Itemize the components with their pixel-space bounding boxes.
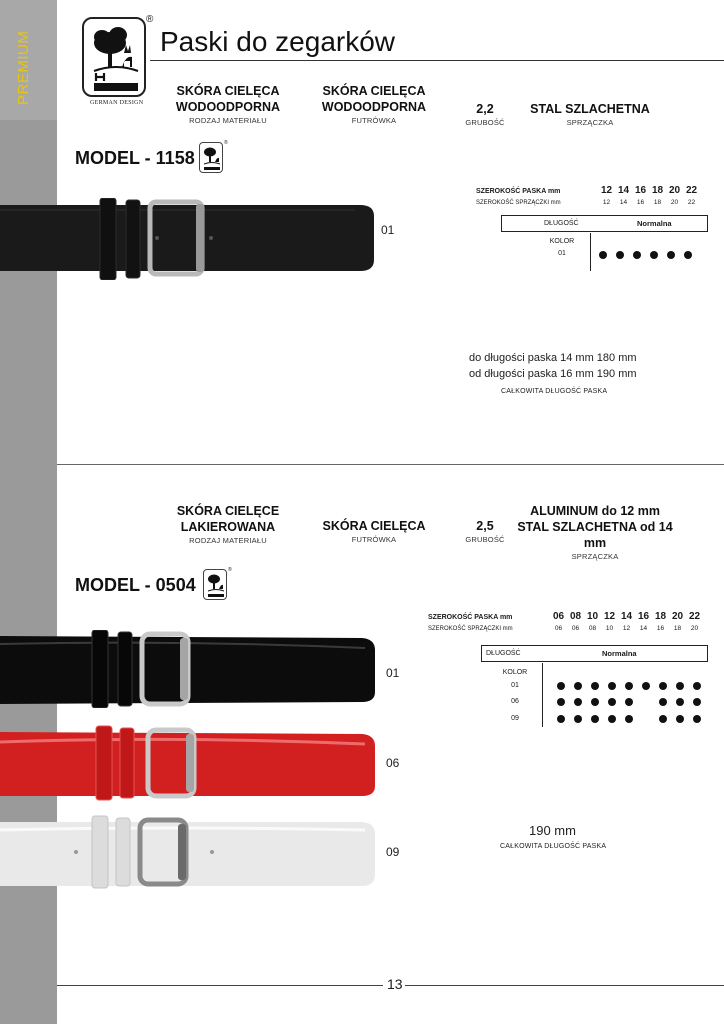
availability-dot: [667, 251, 675, 259]
strap-image-01: [0, 630, 376, 708]
buckle-width-row: SZEROKOŚĆ SPRZĄCZKI mm 12 14 16 18 20 22: [476, 199, 696, 206]
availability-dot: [659, 682, 667, 690]
strap-image-09: [0, 814, 376, 890]
availability-dot: [693, 682, 701, 690]
length-caption: CAŁKOWITA DŁUGOŚĆ PASKA: [501, 388, 608, 395]
availability-dot: [557, 682, 565, 690]
variant-code: 01: [381, 223, 395, 237]
attr-thickness: 2,5 GRUBOŚĆ: [465, 519, 505, 544]
availability-dot: [625, 715, 633, 723]
length-note: do długości paska 14 mm 180 mm: [469, 352, 637, 364]
attr-buckle: ALUMINUM do 12 mm STAL SZLACHETNA od 14 mm SPRZĄCZKA: [517, 504, 673, 561]
section-separator: [57, 464, 724, 465]
availability-dot: [650, 251, 658, 259]
strap-width-row: SZEROKOŚĆ PASKA mm 06 08 10 12 14 16 18 20 22: [428, 611, 701, 622]
availability-dot: [616, 251, 624, 259]
availability-dot: [676, 698, 684, 706]
attr-thickness: 2,2 GRUBOŚĆ: [465, 102, 505, 127]
length-note: od długości paska 16 mm 190 mm: [469, 368, 637, 380]
availability-dot: [574, 715, 582, 723]
strap-image-06: [0, 724, 376, 802]
strap-image-01: [0, 198, 376, 280]
length-box: DŁUGOŚĆ Normalna: [501, 215, 708, 232]
color-code: 09: [511, 715, 519, 722]
availability-dot: [693, 715, 701, 723]
availability-dot: [557, 698, 565, 706]
availability-dot: [557, 715, 565, 723]
table-divider: [590, 233, 591, 271]
availability-dot: [591, 698, 599, 706]
availability-dot: [608, 698, 616, 706]
availability-dot: [659, 698, 667, 706]
buckle-width-row: SZEROKOŚĆ SPRZĄCZKI mm 06 06 08 10 12 14 16 18 20: [428, 625, 699, 632]
length-caption: CAŁKOWITA DŁUGOŚĆ PASKA: [500, 843, 607, 850]
registered-mark: ®: [224, 140, 228, 146]
tree-deer-icon: [88, 23, 144, 93]
availability-dot: [633, 251, 641, 259]
footer-rule-right: [405, 985, 724, 986]
availability-dot: [574, 682, 582, 690]
availability-dot: [676, 682, 684, 690]
color-code: 06: [511, 698, 519, 705]
variant-code: 09: [386, 845, 400, 859]
premium-label: PREMIUM: [15, 30, 32, 105]
length-note: 190 mm: [529, 823, 576, 838]
availability-dot: [591, 715, 599, 723]
availability-dot: [659, 715, 667, 723]
registered-mark: ®: [228, 567, 232, 573]
color-label: KOLOR: [502, 669, 528, 676]
availability-dot: [625, 698, 633, 706]
model-title: MODEL - 1158: [75, 148, 195, 168]
variant-code: 01: [386, 666, 400, 680]
horido-mini-logo: [199, 142, 223, 173]
horido-mini-logo: [203, 569, 227, 600]
availability-dot: [693, 698, 701, 706]
availability-dot: [684, 251, 692, 259]
table-divider: [542, 663, 543, 727]
availability-dot: [642, 682, 650, 690]
availability-dot: [676, 715, 684, 723]
length-box: DŁUGOŚĆ Normalna: [481, 645, 708, 662]
color-label: KOLOR: [549, 238, 575, 245]
page-number: 13: [387, 976, 403, 992]
variant-code: 06: [386, 756, 400, 770]
attr-lining: SKÓRA CIELĘCA FUTRÓWKA: [322, 519, 426, 544]
color-code: 01: [558, 250, 566, 257]
availability-dot: [574, 698, 582, 706]
attr-material: SKÓRA CIELĘCE LAKIEROWANA RODZAJ MATERIAŁU: [176, 504, 280, 545]
logo-subtitle: GERMAN DESIGN: [90, 100, 144, 106]
page-title: Paski do zegarków: [160, 26, 396, 57]
availability-dot: [608, 715, 616, 723]
availability-dot: [608, 682, 616, 690]
availability-dot: [625, 682, 633, 690]
availability-dot: [591, 682, 599, 690]
strap-width-row: SZEROKOŚĆ PASKA mm 12 14 16 18 20 22: [476, 185, 698, 196]
attr-material: SKÓRA CIELĘCA WODOODPORNA RODZAJ MATERIAŁU: [175, 84, 281, 125]
horido-logo: [82, 17, 146, 97]
footer-rule-left: [57, 985, 383, 986]
attr-lining: SKÓRA CIELĘCA WODOODPORNA FUTRÓWKA: [321, 84, 427, 125]
attr-buckle: STAL SZLACHETNA SPRZĄCZKA: [530, 102, 650, 127]
availability-dot: [599, 251, 607, 259]
registered-mark: ®: [146, 14, 154, 25]
title-rule: [150, 60, 724, 61]
color-code: 01: [511, 682, 519, 689]
model-title: MODEL - 0504: [75, 575, 196, 595]
